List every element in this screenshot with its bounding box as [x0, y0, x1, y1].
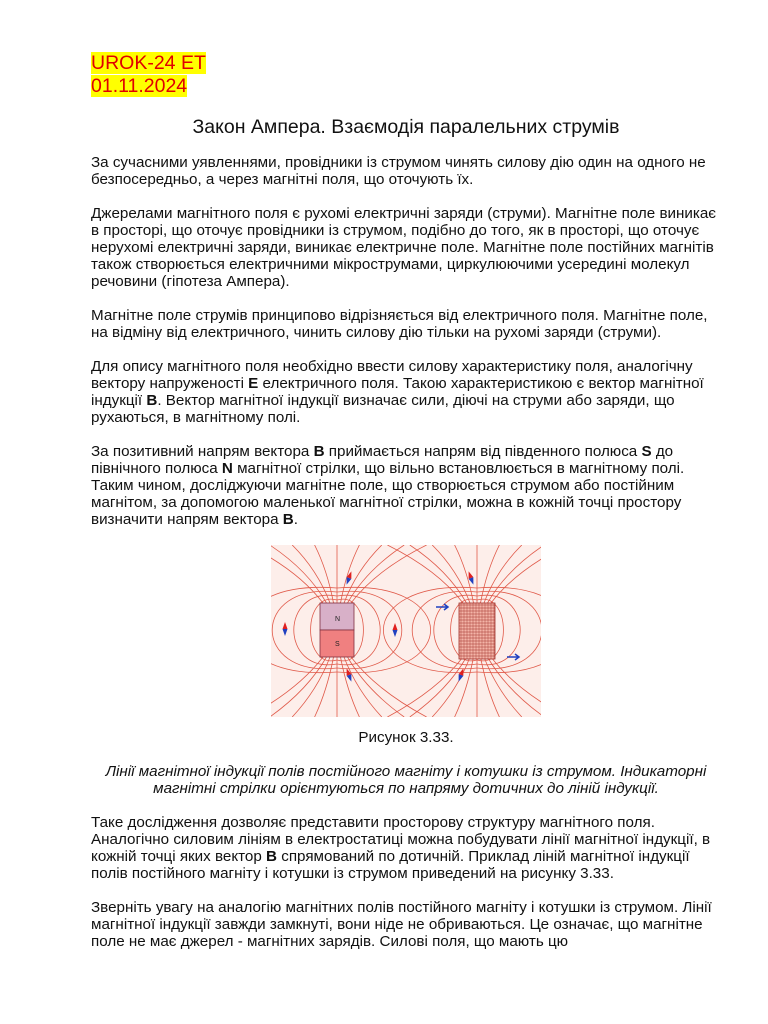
figure-caption: Лінії магнітної індукції полів постійного магніту і котушки із струмом. Індикаторні магнітні стрілки орієнтуються по напряму дотичних до ліній індукції.	[105, 763, 707, 797]
document-page	[91, 52, 721, 967]
current-coil	[459, 603, 495, 659]
paragraph-7: Зверніть увагу на аналогію магнітних полів постійного магніту і котушки із струмом. Лінії магнітної індукції завжди замкнуті, вони ніде не обриваються. Це означає, що магнітне поле не має джерел - магнітних зарядів. Силові поля, що мають цю	[91, 899, 712, 950]
magnetic-field-figure	[271, 545, 541, 717]
magnet-n-label: N	[335, 616, 341, 623]
paragraph-1: За сучасними уявленнями, провідники із струмом чинять силову дію один на одного не безпосередньо, а через магнітні поля, що оточують їх.	[91, 154, 706, 188]
paragraph-5: За позитивний напрям вектора B приймається напрям від південного полюса S до північного полюса N магнітної стрілки, що вільно встановлюється в магнітному полі. Таким чином, досліджуючи магнітне поле, що створюється струмом або постійним магнітом, за допомогою маленької магнітної стрілки, можна в кожній точці простору визначити напрям вектора B.	[91, 443, 685, 528]
permanent-magnet	[320, 603, 354, 657]
lesson-code: UROK-24 ET	[91, 52, 206, 74]
paragraph-4: Для опису магнітного поля необхідно ввести силову характеристику поля, аналогічну вектору напруженості E електричного поля. Такою характеристикою є вектор магнітної індукції B. Вектор магнітної індукції визначає сили, діючі на струми або заряди, що рухаються, в магнітному полі.	[91, 358, 704, 426]
paragraph-3: Магнітне поле струмів принципово відрізняється від електричного поля. Магнітне поле, на відміну від електричного, чинить силову дію тільки на рухомі заряди (струми).	[91, 307, 708, 341]
paragraph-6: Таке дослідження дозволяє представити просторову структуру магнітного поля. Аналогічно силовим лініям в електростатиці можна побудувати лінії магнітної індукції, в кожній точці яких вектор B спрямований по дотичній. Приклад ліній магнітної індукції полів постійного магніту і котушки із струмом приведений на рисунку 3.33.	[91, 814, 711, 882]
lesson-header	[91, 52, 721, 98]
lesson-date: 01.11.2024	[91, 75, 188, 97]
figure-label: Рисунок 3.33.	[358, 729, 454, 746]
figure-3-33	[91, 545, 721, 717]
page-title: Закон Ампера. Взаємодія паралельних струмів	[192, 116, 620, 138]
magnet-s-label: S	[335, 641, 340, 648]
paragraph-2: Джерелами магнітного поля є рухомі електричні заряди (струми). Магнітне поле виникає в просторі, що оточує провідники із струмом, подібно до того, як в просторі, що оточує нерухомі електричні заряди, виникає електричне поле. Магнітне поле постійних магнітів також створюється електричними мікрострумами, циркулюючими усередині молекул речовини (гіпотеза Ампера).	[91, 205, 717, 290]
